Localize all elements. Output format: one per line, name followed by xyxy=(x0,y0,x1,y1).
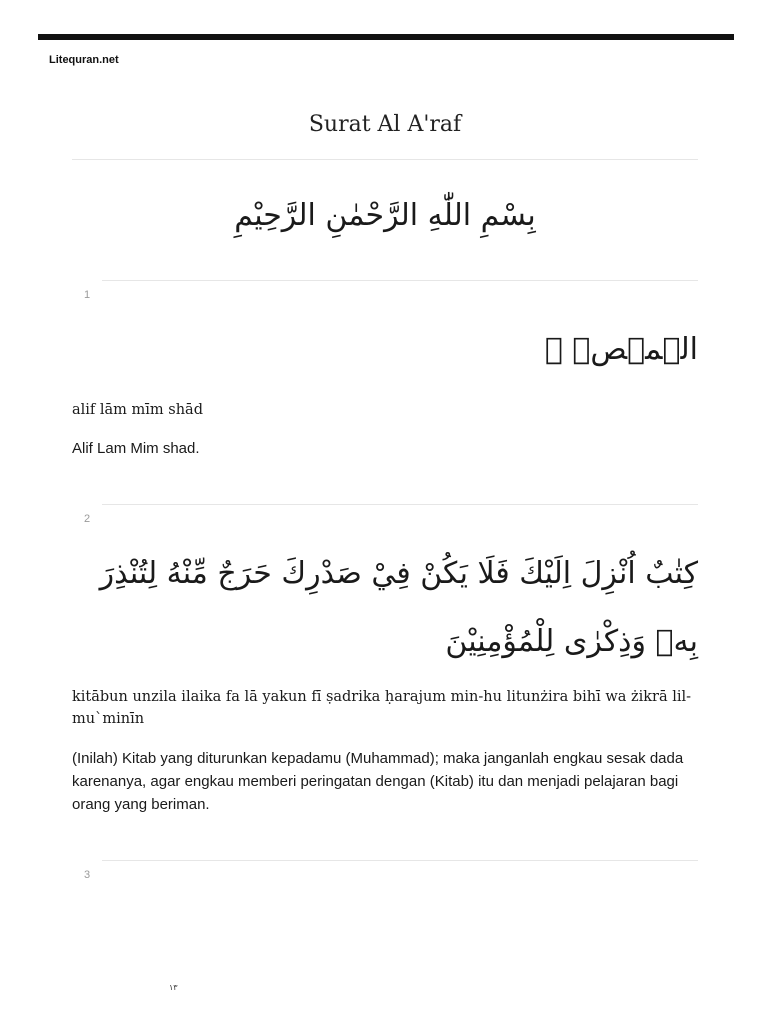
verse-translation: (Inilah) Kitab yang diturunkan kepadamu (Muhammad); maka janganlah engkau sesak dada karenanya, agar engkau memberi peringatan dengan (Kitab) itu dan menjadi pelajaran bagi orang yang beriman. xyxy=(72,750,684,813)
title-divider xyxy=(72,159,698,160)
verse-divider xyxy=(102,860,698,861)
verse-transliteration: alif lām mīm shād xyxy=(72,402,203,418)
bismillah: بِسْمِ اللّٰهِ الرَّحْمٰنِ الرَّحِيْمِ xyxy=(234,198,536,233)
verse-number: 2 xyxy=(84,513,91,525)
verse-number: 1 xyxy=(84,289,91,301)
site-name-link[interactable]: Litequran.net xyxy=(49,54,119,66)
verse-arabic: الۤمۤصۤ ۚ xyxy=(544,332,698,367)
verse-transliteration: kitābun unzila ilaika fa lā yakun fī ṣadrika ḥarajum min-hu litunżira bihī wa żikrā lil-mu`minīn xyxy=(72,689,692,727)
page-marker: ١٣ xyxy=(169,983,178,992)
verse-translation: Alif Lam Mim shad. xyxy=(72,440,200,457)
surah-title: Surat Al A'raf xyxy=(308,112,462,137)
top-border-bar xyxy=(38,34,734,40)
verse-number: 3 xyxy=(84,869,91,881)
verse-divider xyxy=(102,504,698,505)
verse-divider xyxy=(102,280,698,281)
verse-arabic: كِتٰبٌ اُنْزِلَ اِلَيْكَ فَلَا يَكُنْ فِيْ صَدْرِكَ حَرَجٌ مِّنْهُ لِتُنْذِرَ بِهٖ وَذِكْرٰى لِلْمُؤْمِنِيْنَ xyxy=(99,556,698,659)
